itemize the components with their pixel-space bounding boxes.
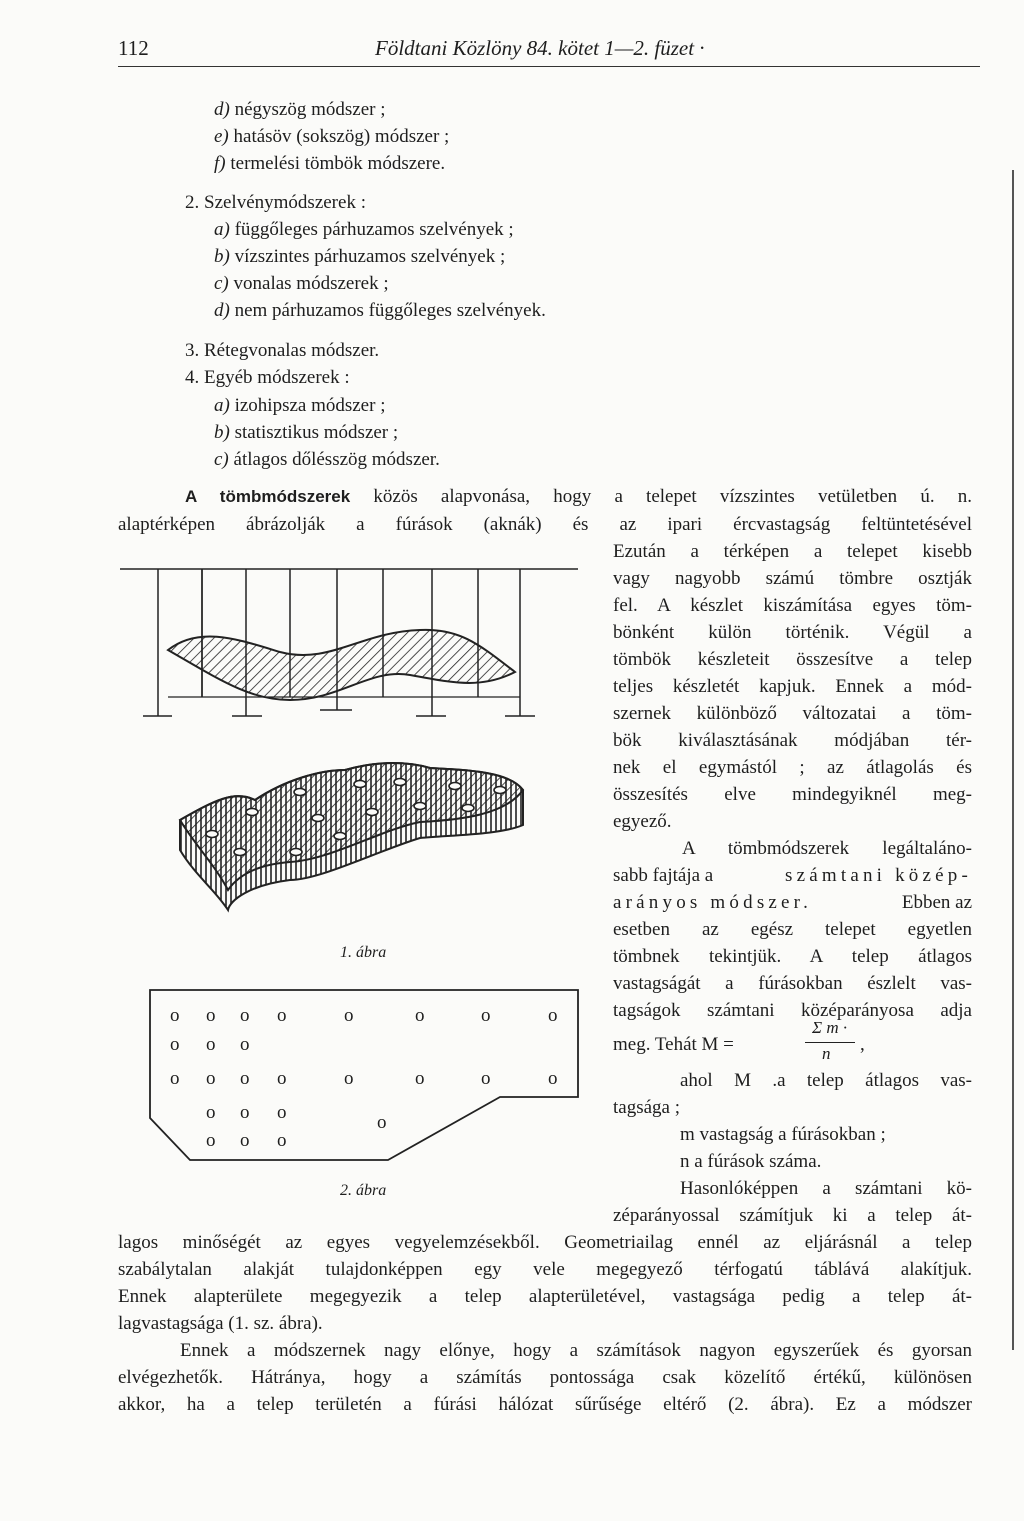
text-line: fel. A készlet kiszámítása egyes töm- (613, 595, 972, 616)
borehole-marker: o (240, 1102, 250, 1123)
list-item: b) vízszintes párhuzamos szelvények ; (214, 246, 506, 267)
text-line: Ennek a módszernek nagy előnye, hogy a számítások nagyon egyszerűek és gyorsan (180, 1340, 972, 1361)
text-line: bönként külön történik. Végül a (613, 622, 972, 643)
text-line: n a fúrások száma. (680, 1151, 822, 1172)
borehole-marker: o (206, 1068, 216, 1089)
list-item: d) négyszög módszer ; (214, 99, 386, 120)
intro-line-2: alaptérképen ábrázolják a fúrások (aknák) és az ipari ércvastagság feltüntetésével (118, 514, 972, 535)
text-line: egyező. (613, 811, 672, 832)
text-line: tagsága ; (613, 1097, 681, 1118)
borehole-marker: o (240, 1130, 250, 1151)
borehole-marker: o (206, 1034, 216, 1055)
borehole-marker: o (415, 1005, 425, 1026)
borehole-marker: o (170, 1034, 180, 1055)
text-line: tömbök készleteit összesítve a telep (613, 649, 972, 670)
formula-text: meg. Tehát M = (613, 1034, 734, 1055)
text-line: tömbnek tekintjük. A telep átlagos (613, 946, 972, 967)
borehole-marker: o (206, 1102, 216, 1123)
borehole-marker: o (170, 1068, 180, 1089)
borehole-marker: o (415, 1068, 425, 1089)
text-line: összesítés elve mindegyiknél meg- (613, 784, 972, 805)
list-item: c) átlagos dőlésszög módszer. (214, 449, 440, 470)
text-line: akkor, ha a telep területén a fúrási hálózat sűrűsége eltérő (2. ábra). Ez a módszer (118, 1394, 972, 1415)
borehole-marker: o (240, 1005, 250, 1026)
figure-1-caption: 1. ábra (340, 944, 387, 961)
borehole-marker: o (240, 1034, 250, 1055)
text-line: vastagságát a fúrásokban észlelt vas- (613, 973, 972, 994)
slab-3d (180, 763, 523, 910)
intro-line-1: A tömbmódszerek közös alapvonása, hogy a telepet vízszintes vetületben ú. n. (185, 486, 973, 507)
text-line: szernek különböző változatai a töm- (613, 703, 972, 724)
borehole-marker: o (277, 1102, 287, 1123)
borehole-marker: o (206, 1130, 216, 1151)
text-line: zéparányossal számítjuk ki a telep át- (613, 1205, 972, 1226)
list-item: a) izohipsza módszer ; (214, 395, 386, 416)
text-line: Ennek alapterülete megegyezik a telep alapterületével, vastagsága pedig a telep át- (118, 1286, 972, 1307)
text-line: lagvastagsága (1. sz. ábra). (118, 1313, 323, 1334)
text-line: esetben az egész telepet egyetlen (613, 919, 972, 940)
cross-section (120, 569, 578, 716)
text-line: sabb fajtája a számtani közép- (613, 865, 972, 886)
text-line: elvégezhetők. Hátránya, hogy a számítás pontossága csak közelítő értékű, különösen (118, 1367, 972, 1388)
list-item: 4. Egyéb módszerek : (185, 367, 350, 388)
borehole-marker: o (481, 1068, 491, 1089)
text-line: lagos minőségét az egyes vegyelemzésekből. Geometriailag ennél az eljárásnál a telep (118, 1232, 972, 1253)
text-line: teljes készletét kapjuk. Ennek a mód- (613, 676, 972, 697)
list-item: b) statisztikus módszer ; (214, 422, 399, 443)
text-line: ahol M .a telep átlagos vas- (680, 1070, 972, 1091)
figure-2-caption: 2. ábra (340, 1182, 387, 1199)
text-line: Hasonlóképpen a számtani kö- (680, 1178, 972, 1199)
list-item: c) vonalas módszerek ; (214, 273, 389, 294)
text-line: szabálytalan alakját tulajdonképpen egy vele megegyező térfogatú táblává alakítjuk. (118, 1259, 972, 1280)
list-item: e) hatásöv (sokszög) módszer ; (214, 126, 450, 147)
borehole-marker: o (548, 1068, 558, 1089)
list-item: 3. Rétegvonalas módszer. (185, 340, 380, 361)
formula-numerator: Σ m · (812, 1018, 848, 1037)
page-number: 112 (118, 36, 149, 60)
text-line: tagságok számtani középarányosa adja (613, 1000, 972, 1021)
list-item: d) nem párhuzamos függőleges szelvények. (214, 300, 546, 321)
borehole-marker: o (277, 1130, 287, 1151)
borehole-marker: o (344, 1005, 354, 1026)
text-line: m vastagság a fúrásokban ; (680, 1124, 886, 1145)
list-item: f) termelési tömbök módszere. (214, 153, 446, 174)
list-item: 2. Szelvénymódszerek : (185, 192, 366, 213)
running-header: Földtani Közlöny 84. kötet 1—2. füzet · (375, 36, 705, 60)
borehole-marker: o (170, 1005, 180, 1026)
borehole-marker: o (277, 1068, 287, 1089)
borehole-marker: o (481, 1005, 491, 1026)
text-line: arányos módszer. Ebben az (613, 892, 972, 913)
borehole-marker: o (240, 1068, 250, 1089)
borehole-marker: o (548, 1005, 558, 1026)
text-line: nek el egymástól ; az átlagolás és (613, 757, 972, 778)
borehole-marker: o (344, 1068, 354, 1089)
list-item: a) függőleges párhuzamos szelvények ; (214, 219, 514, 240)
text-line: A tömbmódszerek legáltaláno- (682, 838, 972, 859)
text-line: bök kiválasztásának módjában tér- (613, 730, 972, 751)
formula-comma: , (860, 1034, 865, 1055)
borehole-marker: o (206, 1005, 216, 1026)
borehole-marker: o (277, 1005, 287, 1026)
borehole-marker: o (377, 1112, 387, 1133)
text-line: vagy nagyobb számú tömbre osztják (613, 568, 972, 589)
text-line: Ezután a térképen a telepet kisebb (613, 541, 972, 562)
formula-denominator: n (822, 1044, 831, 1063)
